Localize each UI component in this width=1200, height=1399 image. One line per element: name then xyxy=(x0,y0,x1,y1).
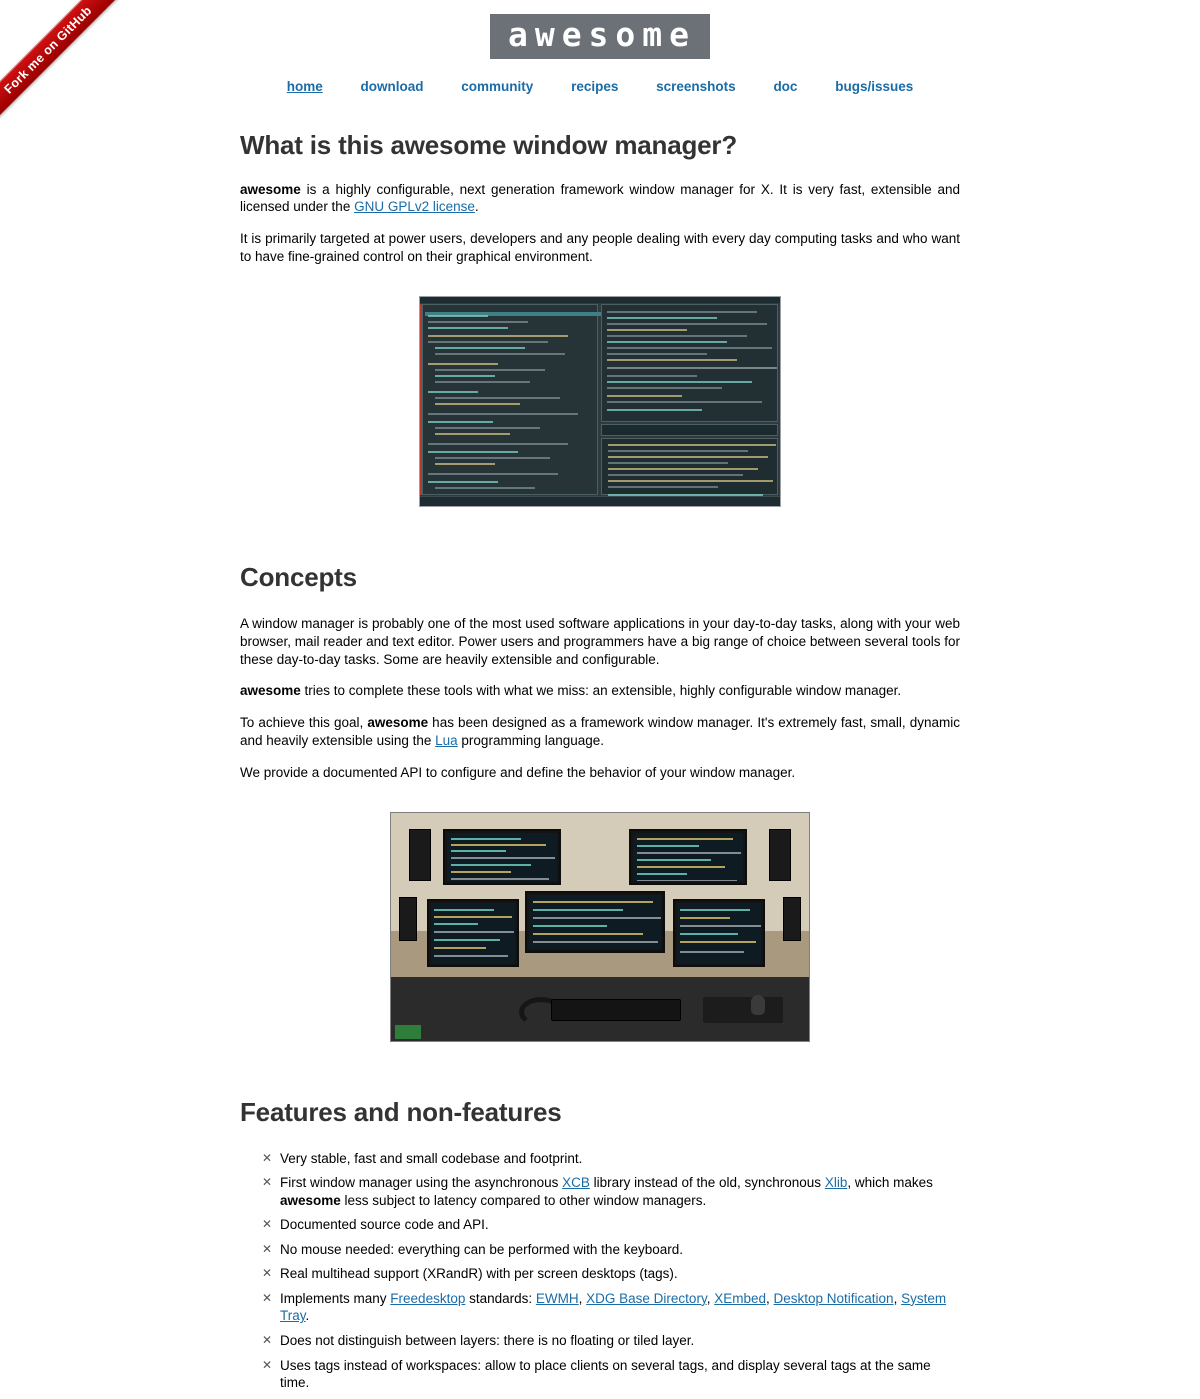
figure-screenshot-tiled xyxy=(240,296,960,510)
intro-paragraph-2: It is primarily targeted at power users, developers and any people dealing with every day computing tasks and who want to have fine-grained control on their graphical environment. xyxy=(240,231,960,265)
cross-bullet-icon: ✕ xyxy=(262,1266,273,1281)
list-item xyxy=(262,1290,960,1325)
photo-multihead-desk[interactable] xyxy=(390,812,810,1042)
gnu-gplv2-license-link[interactable]: GNU GPLv2 license xyxy=(354,199,475,215)
wm-top-statusbar xyxy=(420,297,780,303)
feature-text: No mouse needed: everything can be performed with the keyboard. xyxy=(280,1241,683,1257)
feature-text: Does not distinguish between layers: there is no floating or tiled layer. xyxy=(280,1332,695,1348)
terminal-pane-right-top xyxy=(601,304,778,422)
list-item xyxy=(262,1241,960,1259)
fork-me-on-github-link[interactable]: Fork me on GitHub xyxy=(0,0,134,136)
feature-sep-2: , xyxy=(706,1290,715,1306)
feature-text-b: library instead of the old, synchronous xyxy=(589,1175,825,1191)
list-item xyxy=(262,1150,960,1168)
mouse xyxy=(751,995,765,1015)
speaker-left-upper xyxy=(409,829,431,881)
main-content xyxy=(240,94,960,1392)
page-title: What is this awesome window manager? xyxy=(240,129,738,160)
concepts-p3-c: programming language. xyxy=(457,732,605,748)
keyboard xyxy=(551,999,681,1021)
nav-item-recipes[interactable]: recipes xyxy=(571,78,619,94)
intro-text-b: . xyxy=(474,199,479,215)
features-heading: Features and non-features xyxy=(240,1096,562,1127)
monitor-bottom-right-screen xyxy=(677,903,761,963)
intro-text-a: is a highly configurable, next generation framework window manager for X. It is very fast, extensible and licensed under the xyxy=(240,181,960,215)
figure-desk-photo xyxy=(240,812,960,1045)
xembed-link[interactable]: XEmbed xyxy=(714,1290,766,1306)
cross-bullet-icon: ✕ xyxy=(262,1175,273,1190)
nav-item-bugs-issues[interactable]: bugs/issues xyxy=(835,78,914,94)
nav-item-community[interactable]: community xyxy=(461,78,534,94)
main-navigation xyxy=(0,79,1200,94)
nav-item-doc[interactable]: doc xyxy=(773,78,798,94)
terminal-pane-right-middle xyxy=(601,424,778,436)
intro-bold-awesome: awesome xyxy=(240,181,301,197)
list-item xyxy=(262,1357,960,1392)
xlib-link[interactable]: Xlib xyxy=(824,1175,848,1191)
monitor-top-left-screen xyxy=(447,833,557,881)
cross-bullet-icon: ✕ xyxy=(262,1217,273,1232)
intro-paragraph-1 xyxy=(240,181,960,217)
concepts-p3-b: has been designed as a framework window manager. It's extremely fast, small, dynamic and heavily extensible using the xyxy=(240,715,960,748)
lua-link[interactable]: Lua xyxy=(435,732,458,748)
feature-bold-awesome: awesome xyxy=(280,1192,341,1208)
speaker-right-lower xyxy=(783,897,801,941)
feature-text-end: . xyxy=(305,1308,310,1324)
monitor-top-right xyxy=(629,829,747,885)
nav-item-home[interactable]: home xyxy=(286,78,323,94)
freedesktop-link[interactable]: Freedesktop xyxy=(390,1290,466,1306)
desktop-notification-link[interactable]: Desktop Notification xyxy=(773,1290,894,1306)
monitor-bottom-center-screen xyxy=(529,895,661,949)
feature-sep-3: , xyxy=(765,1290,774,1306)
concepts-paragraph-3 xyxy=(240,714,960,750)
speaker-right-upper xyxy=(769,829,791,881)
green-object xyxy=(395,1025,421,1039)
monitor-top-right-screen xyxy=(633,833,743,881)
feature-sep-1: , xyxy=(578,1290,587,1306)
system-tray-link[interactable]: System Tray xyxy=(280,1290,947,1324)
list-item xyxy=(262,1265,960,1283)
fork-me-ribbon-container xyxy=(0,0,150,150)
cross-bullet-icon: ✕ xyxy=(262,1150,273,1165)
concepts-heading: Concepts xyxy=(240,561,357,592)
list-item xyxy=(262,1332,960,1350)
feature-text-c: , which makes xyxy=(847,1175,933,1191)
wm-bottom-statusbar xyxy=(420,496,780,506)
awesome-logo: awesome xyxy=(490,14,710,59)
concepts-paragraph-1: A window manager is probably one of the most used software applications in your day-to-day tasks, along with your web browser, mail reader and text editor. Power users and programmers have a big range of choice between several tools for these day-to-day tasks. Some are heavily extensible and configurable. xyxy=(240,615,960,667)
feature-text-a: First window manager using the asynchronous xyxy=(280,1175,563,1191)
monitor-bottom-center xyxy=(525,891,665,953)
feature-text-b: standards: xyxy=(465,1290,536,1306)
cross-bullet-icon: ✕ xyxy=(262,1332,273,1347)
monitor-bottom-right xyxy=(673,899,765,967)
concepts-paragraph-2 xyxy=(240,682,960,700)
xdg-base-directory-link[interactable]: XDG Base Directory xyxy=(586,1290,707,1306)
feature-text: Uses tags instead of workspaces: allow to place clients on several tags, and display several tags at the same time. xyxy=(280,1357,931,1391)
concepts-bold-awesome-2: awesome xyxy=(367,715,429,731)
cross-bullet-icon: ✕ xyxy=(262,1357,273,1372)
logo-row xyxy=(0,14,1200,59)
feature-text-d: less subject to latency compared to other window managers. xyxy=(340,1192,707,1208)
terminal-pane-left xyxy=(422,304,598,495)
cross-bullet-icon: ✕ xyxy=(262,1241,273,1256)
concepts-bold-awesome-1: awesome xyxy=(240,683,301,699)
concepts-p3-a: To achieve this goal, xyxy=(240,715,368,731)
feature-text-a: Implements many xyxy=(280,1290,391,1306)
concepts-p2-text: tries to complete these tools with what we miss: an extensible, highly configurable window manager. xyxy=(300,683,902,699)
concepts-paragraph-4: We provide a documented API to configure and define the behavior of your window manager. xyxy=(240,764,796,780)
nav-item-screenshots[interactable]: screenshots xyxy=(656,78,736,94)
xcb-link[interactable]: XCB xyxy=(562,1175,590,1191)
cross-bullet-icon: ✕ xyxy=(262,1290,273,1305)
feature-text: Documented source code and API. xyxy=(280,1217,489,1233)
nav-item-download[interactable]: download xyxy=(360,78,424,94)
monitor-top-left xyxy=(443,829,561,885)
list-item xyxy=(262,1216,960,1234)
features-list xyxy=(240,1150,960,1392)
feature-text: Very stable, fast and small codebase and footprint. xyxy=(280,1150,583,1166)
mousepad xyxy=(703,997,783,1023)
screenshot-tiled-terminals[interactable] xyxy=(419,296,781,507)
list-item xyxy=(262,1174,960,1209)
monitor-bottom-left-screen xyxy=(431,903,515,963)
feature-text: Real multihead support (XRandR) with per screen desktops (tags). xyxy=(280,1266,678,1282)
monitor-bottom-left xyxy=(427,899,519,967)
feature-sep-4: , xyxy=(893,1290,902,1306)
speaker-left-lower xyxy=(399,897,417,941)
ewmh-link[interactable]: EWMH xyxy=(535,1290,579,1306)
terminal-pane-right-bottom xyxy=(601,438,778,495)
